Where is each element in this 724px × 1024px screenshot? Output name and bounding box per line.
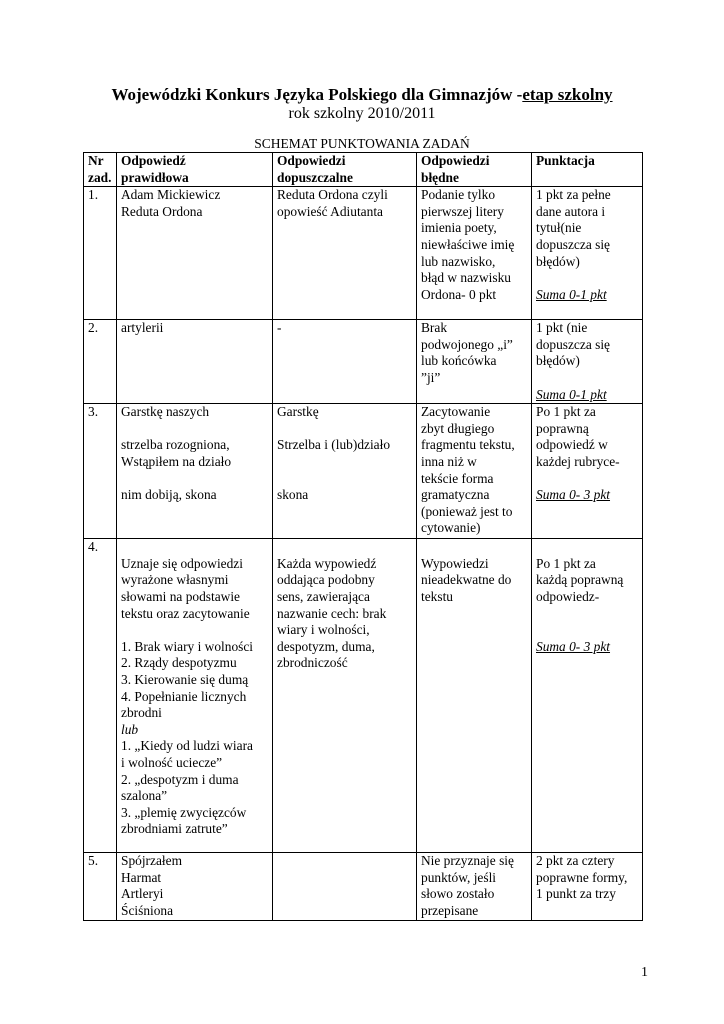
spacer [277,539,413,556]
text-line: Wypowiedzi [421,555,489,571]
text-line: tekście forma [421,470,494,486]
text-line: 3. „plemię zwycięzców [121,804,247,820]
schema-heading: SCHEMAT PUNKTOWANIA ZADAŃ [254,136,470,151]
cell-nr [84,404,117,539]
table-row-3 [84,404,643,539]
text-line: Uznaje się odpowiedzi [121,555,243,571]
cell-wrong [417,539,532,853]
table-row-1 [84,187,643,320]
text-line: każdej rubryce- [536,453,620,469]
text-line: odpowiedź w [536,437,608,453]
cell-acceptable [273,539,417,853]
text-line: 1 pkt (nie [536,320,588,336]
text-line: Spójrzałem [121,853,182,869]
text-line: zbyt długiego [421,420,495,436]
text-line: Wstąpiłem na działo [121,453,232,469]
spacer [121,539,269,556]
spacer [536,370,639,387]
text-line: tekstu oraz zacytowanie [121,605,250,621]
table-row-2 [84,320,643,404]
cell-scoring [532,539,643,853]
school-year: rok szkolny 2010/2011 [288,105,436,122]
header-correct-line1: Odpowiedź [121,153,186,168]
text-line: nieadekwatne do [421,572,512,588]
cell-correct [117,187,273,320]
cell-scoring [532,853,643,921]
text-line: lub końcówka [421,353,497,369]
page-number: 1 [641,965,648,980]
text-line: (ponieważ jest to [421,503,513,519]
spacer [277,471,413,488]
text-line: wyrażone własnymi [121,572,229,588]
text-line: 1. „Kiedy od ludzi wiara [121,738,254,754]
task-number: 2. [88,320,99,336]
text-line: Reduta Ordona czyli [277,187,388,203]
score-sum: Suma 0-1 pkt [536,386,607,402]
cell-correct [117,539,273,853]
text-line: 2. Rządy despotyzmu [121,655,237,671]
cell-nr [84,853,117,921]
text-line: Reduta Ordona [121,203,203,219]
cell-nr [84,187,117,320]
text-line: strzelba rozogniona, [121,437,230,453]
text-line: błąd w nazwisku [421,270,511,286]
text-line: tekstu [421,588,453,604]
spacer [421,539,528,556]
spacer [121,622,269,639]
text-line: dopuszcza się [536,336,610,352]
cell-scoring [532,320,643,404]
text-line: 1 pkt za pełne [536,187,611,203]
text-line: gramatyczna [421,487,490,503]
header-scoring [532,153,643,187]
text-line: 1. Brak wiary i wolności [121,638,254,654]
header-correct [117,153,273,187]
text-line: Artleryi [121,886,164,902]
text-line: artylerii [121,320,164,336]
header-wrong-line2: błędne [421,169,459,185]
cell-correct [117,853,273,921]
table-row-5 [84,853,643,921]
text-line: fragmentu tekstu, [421,437,515,453]
text-line: Garstkę [277,404,319,420]
header-acceptable-line1: Odpowiedzi [277,153,346,168]
spacer [536,270,639,287]
text-line: i wolność uciecze” [121,754,223,770]
text-line: nim dobiją, skona [121,487,217,503]
text-line: 3. Kierowanie się dumą [121,671,249,687]
text-line: lub [121,721,139,737]
text-line: zbrodni [121,705,162,721]
text-line: zbrodniami zatrute” [121,821,228,837]
text-line: odpowiedz- [536,588,600,604]
text-line: błędów) [536,253,580,269]
text-line: despotyzm, duma, [277,638,375,654]
text-line: skona [277,487,309,503]
text-line: Podanie tylko [421,187,496,203]
title-main: Wojewódzki Konkurs Języka Polskiego dla Gimnazjów - [111,85,523,104]
text-line: Brak [421,320,448,336]
text-line: dopuszcza się [536,236,610,252]
text-line: przepisane [421,902,479,918]
text-line: 2 pkt za cztery [536,853,615,869]
task-number: 5. [88,853,99,869]
text-line: tytuł(nie [536,220,582,236]
task-number: 1. [88,187,99,203]
header-wrong-line1: Odpowiedzi [421,153,490,168]
cell-acceptable [273,320,417,404]
cell-nr [84,320,117,404]
text-line: oddająca podobny [277,572,375,588]
text-line: cytowanie) [421,520,481,536]
table-header-row [84,153,643,187]
text-line: podwojonego „i” [421,336,513,352]
spacer [277,421,413,438]
task-number: 3. [88,404,99,420]
text-line: punktów, jeśli [421,869,497,885]
text-line: nazwanie cech: brak [277,605,387,621]
text-line: Harmat [121,869,162,885]
text-line: sens, zawierająca [277,588,370,604]
spacer [277,454,413,471]
text-line: Ordona- 0 pkt [421,286,497,302]
spacer [536,606,639,623]
text-line: pierwszej litery [421,203,504,219]
text-line: inna niż w [421,453,477,469]
header-nr-line1: Nr [88,153,104,168]
text-line: Ściśniona [121,902,174,918]
text-line: 1 punkt za trzy [536,886,616,902]
cell-wrong [417,187,532,320]
text-line: - [277,320,282,336]
header-correct-line2: prawidłowa [121,169,189,185]
title-stage: etap szkolny [522,85,613,104]
cell-scoring [532,187,643,320]
spacer [536,471,639,488]
text-line: poprawną [536,420,589,436]
cell-scoring [532,404,643,539]
text-line: opowieść Adiutanta [277,203,383,219]
spacer [536,539,639,556]
header-nr-line2: zad. [88,169,112,185]
text-line: imienia poety, [421,220,497,236]
cell-acceptable [273,187,417,320]
text-line: dane autora i [536,203,606,219]
spacer [121,421,269,438]
cell-correct [117,320,273,404]
score-sum: Suma 0- 3 pkt [536,638,611,654]
text-line: błędów) [536,353,580,369]
header-nr [84,153,117,187]
cell-wrong [417,404,532,539]
text-line: Adam Mickiewicz [121,187,221,203]
cell-acceptable [273,853,417,921]
text-line: każdą poprawną [536,572,624,588]
score-sum: Suma 0-1 pkt [536,286,607,302]
text-line: zbrodniczość [277,655,348,671]
text-line: Garstkę naszych [121,404,210,420]
text-line: 4. Popełnianie licznych [121,688,247,704]
table-row-4 [84,539,643,853]
cell-wrong [417,320,532,404]
text-line: Po 1 pkt za [536,404,596,420]
text-line: Strzelba i (lub)działo [277,437,391,453]
text-line: słowami na podstawie [121,588,241,604]
text-line: słowo zostało [421,886,495,902]
text-line: wiary i wolności, [277,622,370,638]
text-line: Po 1 pkt za [536,555,596,571]
text-line: ”ji” [421,369,441,385]
header-acceptable-line2: dopuszczalne [277,169,353,185]
text-line: poprawne formy, [536,869,628,885]
header-acceptable [273,153,417,187]
text-line: Każda wypowiedź [277,555,377,571]
text-line: 2. „despotyzm i duma [121,771,239,787]
scoring-table [83,152,643,921]
cell-wrong [417,853,532,921]
text-line: lub nazwisko, [421,253,496,269]
header-wrong [417,153,532,187]
cell-acceptable [273,404,417,539]
header-scoring-line1: Punktacja [536,153,595,168]
spacer [536,622,639,639]
text-line: Zacytowanie [421,404,491,420]
text-line: niewłaściwe imię [421,236,515,252]
text-line: Nie przyznaje się [421,853,514,869]
text-line: szalona” [121,788,168,804]
document-title [0,85,724,105]
cell-nr [84,539,117,853]
score-sum: Suma 0- 3 pkt [536,487,611,503]
spacer [121,471,269,488]
task-number: 4. [88,539,99,555]
cell-correct [117,404,273,539]
